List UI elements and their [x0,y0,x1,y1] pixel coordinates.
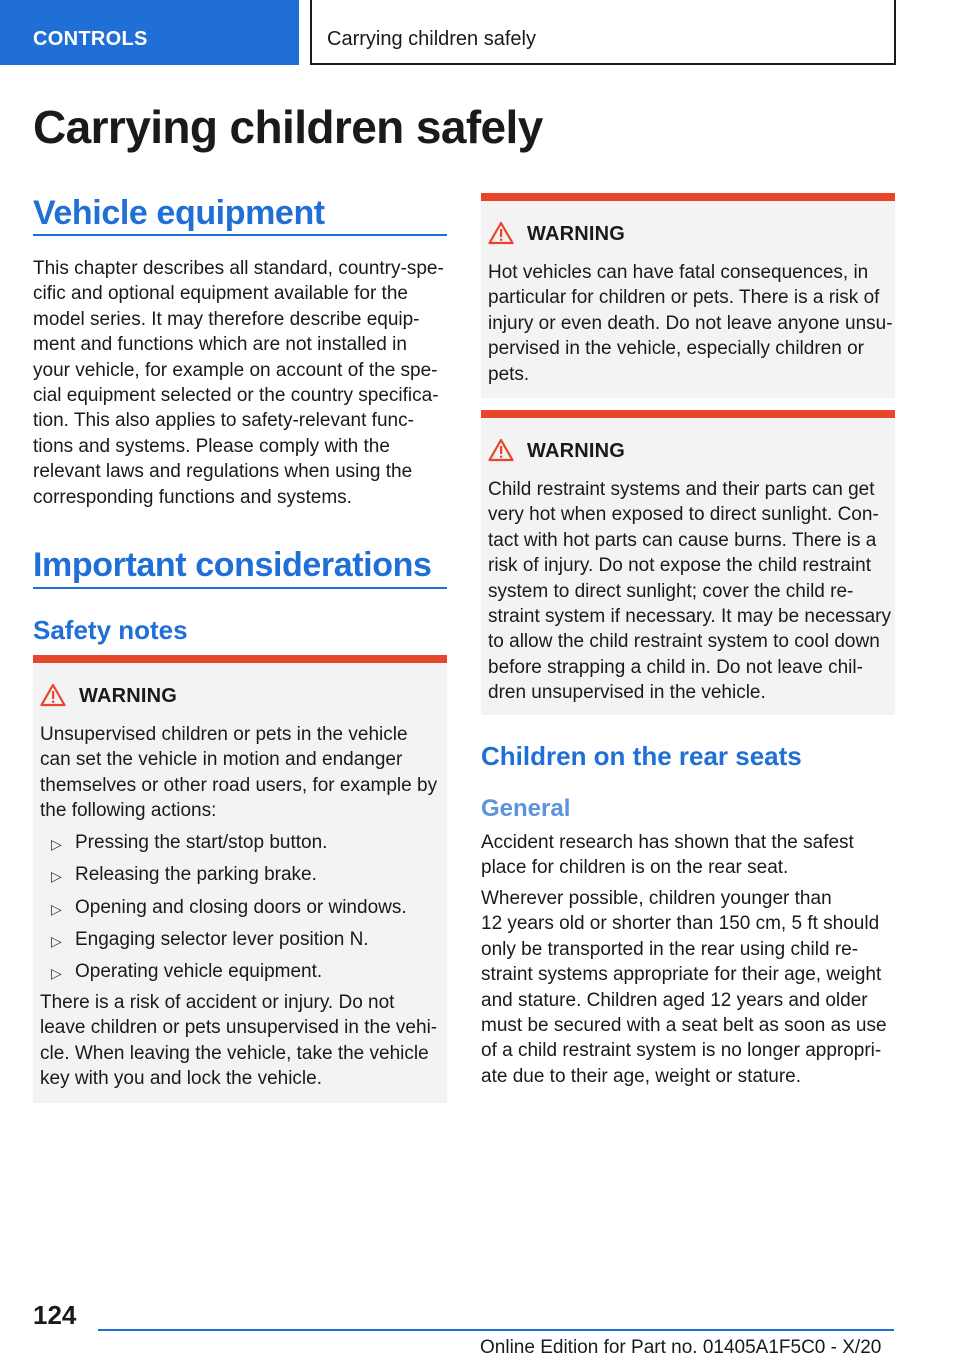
text-line: model series. It may therefore describe equip‐ [33,308,420,330]
bullet-item [40,895,442,927]
text-line: of a child restraint system is no longer appropri‐ [481,1040,882,1062]
text-line: tions and systems. Please comply with the [33,435,390,457]
warning-title: WARNING [79,685,178,707]
text-line: Accident research has shown that the safest [481,832,854,853]
text-line: pets. [488,363,530,385]
text-line: Child restraint systems and their parts can get [488,479,875,500]
text-line: corresponding functions and systems. [33,486,352,508]
rear-seats-paragraph [481,886,901,1089]
text-line: cific and optional equipment available for the [33,283,408,305]
text-line: cial equipment selected or the country specifica‐ [33,385,439,407]
warning-text [488,477,890,706]
warning-box-hot-restraints [481,410,895,715]
chapter-header [310,0,896,65]
warning-triangle-icon [488,221,514,245]
text-line: There is a risk of accident or injury. Do not [40,992,395,1013]
warning-title: WARNING [527,223,626,245]
text-line: themselves or other road users, for example by [40,774,438,796]
text-line: tact with hot parts can cause burns. There is a [488,529,877,551]
text-line: very hot when exposed to direct sunlight. Con‐ [488,504,879,526]
heading-important-considerations: Important considerations [33,546,432,584]
warning-triangle-icon [488,438,514,462]
bullet-triangle-icon: ▷ [51,965,62,982]
text-line: dren unsupervised in the vehicle. [488,682,766,704]
bullet-item [40,959,442,991]
text-line: This chapter describes all standard, country-spe‐ [33,258,444,279]
bullet-triangle-icon: ▷ [51,868,62,885]
bullet-item [40,927,442,959]
bullet-text: Releasing the parking brake. [75,864,317,886]
chapter-header-title: Carrying children safely [327,28,536,50]
section-tab-label: CONTROLS [33,28,148,50]
warning-bullet-list [40,830,442,991]
section-rule [33,587,447,589]
text-line: can set the vehicle in motion and endanger [40,749,403,771]
text-line: ment and functions which are not installed in [33,334,407,356]
text-line: before strapping a child in. Do not leave chil‐ [488,656,863,678]
bullet-item [40,862,442,894]
text-line: ate due to their age, weight or stature. [481,1065,802,1087]
heading-vehicle-equipment: Vehicle equipment [33,194,325,232]
text-line: place for children is on the rear seat. [481,857,789,879]
bullet-text: Opening and closing doors or windows. [75,896,407,918]
bullet-triangle-icon: ▷ [51,932,62,949]
section-rule [33,234,447,236]
text-line: pervised in the vehicle, especially children or [488,338,864,360]
warning-title: WARNING [527,440,626,462]
text-line: must be secured with a seat belt as soon as use [481,1015,887,1037]
warning-text [40,990,442,1092]
text-line: Unsupervised children or pets in the vehicle [40,724,408,745]
text-line: Wherever possible, children younger than [481,888,832,909]
warning-text [40,722,442,824]
warning-box-unsupervised [33,655,447,1103]
text-line: Hot vehicles can have fatal consequences, in [488,262,869,283]
bullet-text: Operating vehicle equipment. [75,961,323,983]
text-line: key with you and lock the vehicle. [40,1068,322,1090]
heading-children-rear-seats: Children on the rear seats [481,741,802,771]
section-tab [0,0,299,65]
heading-general: General [481,795,571,822]
text-line: tion. This also applies to safety-relevant func‐ [33,410,414,432]
text-line: the following actions: [40,800,217,822]
text-line: your vehicle, for example on account of the spe‐ [33,359,438,381]
text-line: cle. When leaving the vehicle, take the vehicle [40,1042,429,1064]
bullet-text: Pressing the start/stop button. [75,832,328,853]
text-line: straint system if necessary. It may be necessary [488,606,892,628]
heading-safety-notes: Safety notes [33,615,188,645]
text-line: risk of injury. Do not expose the child restraint [488,555,871,577]
warning-text [488,260,893,387]
text-line: system to direct sunlight; cover the child re‐ [488,580,854,602]
footer-rule [98,1329,894,1331]
page-title: Carrying children safely [33,101,543,153]
warning-triangle-icon [40,683,66,707]
text-line: to allow the child restraint system to cool down [488,631,880,653]
warning-box-hot-vehicles [481,193,895,398]
text-line: 12 years old or shorter than 150 cm, 5 ft should [481,913,880,935]
bullet-item [40,830,442,862]
text-line: leave children or pets unsupervised in the vehi‐ [40,1017,438,1039]
text-line: injury or even death. Do not leave anyone unsu‐ [488,312,893,334]
bullet-text: Engaging selector lever position N. [75,928,369,950]
bullet-triangle-icon: ▷ [51,836,62,852]
text-line: and stature. Children aged 12 years and older [481,989,868,1011]
text-line: relevant laws and regulations when using the [33,461,413,483]
vehicle-equipment-text [33,256,453,510]
footer-edition: Online Edition for Part no. 01405A1F5C0 - X/20 [480,1337,882,1358]
text-line: only be transported in the rear using child re‐ [481,938,859,960]
page-number: 124 [33,1300,77,1330]
bullet-triangle-icon: ▷ [51,900,62,917]
rear-seats-paragraph [481,830,901,881]
text-line: straint systems appropriate for their age, weight [481,964,882,986]
text-line: particular for children or pets. There is a risk of [488,287,880,309]
